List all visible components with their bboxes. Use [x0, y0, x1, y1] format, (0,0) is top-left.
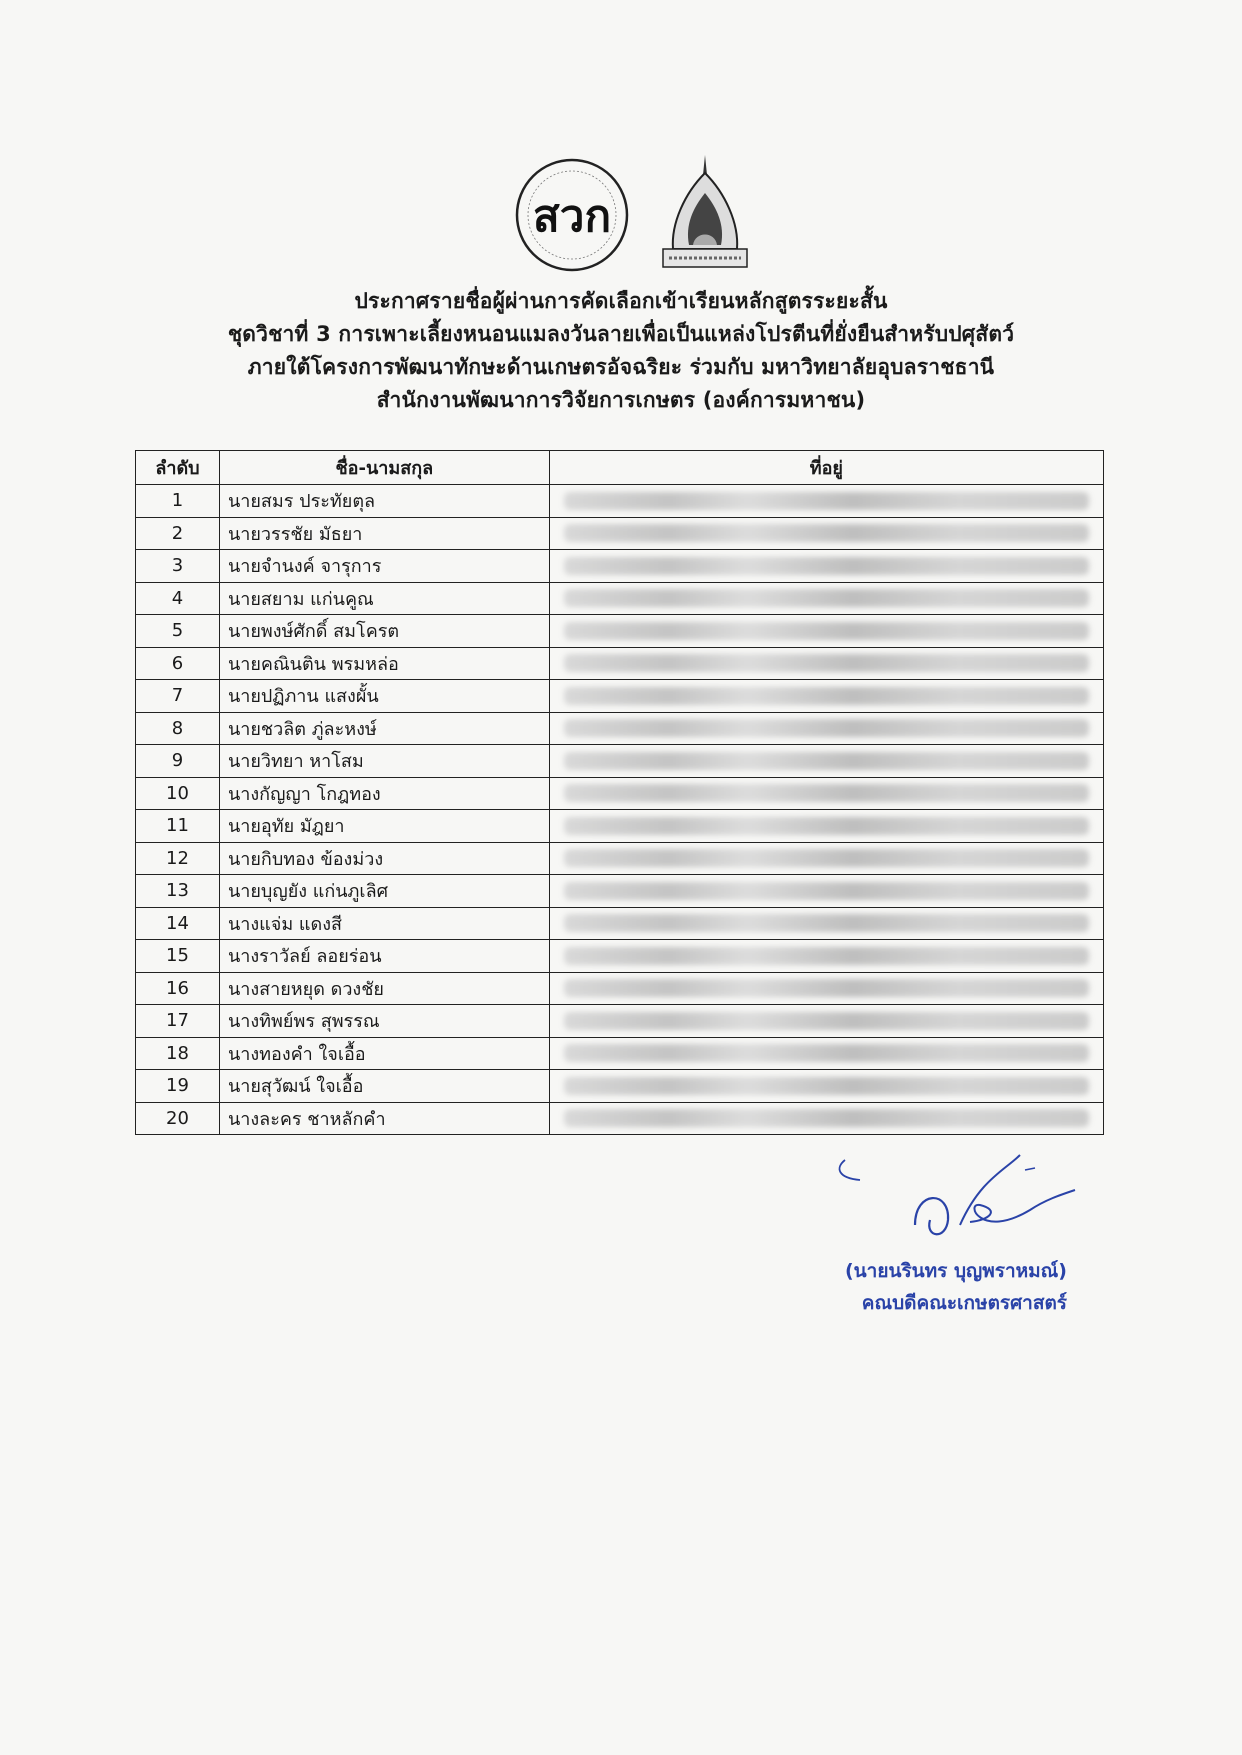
row-address-redacted [549, 550, 1103, 583]
row-number: 5 [136, 615, 220, 648]
table-row [136, 810, 1104, 843]
redaction-blur [564, 719, 1089, 737]
row-address-redacted [549, 1005, 1103, 1038]
redaction-blur [564, 882, 1089, 900]
row-number: 14 [136, 907, 220, 940]
ard-logo [512, 155, 632, 275]
redaction-blur [564, 687, 1089, 705]
redaction-blur [564, 557, 1089, 575]
table-row [136, 680, 1104, 713]
participant-table [135, 450, 1104, 1135]
signatory-position: คณบดีคณะเกษตรศาสตร์ [861, 1292, 1067, 1314]
row-number: 11 [136, 810, 220, 843]
logo-row [0, 145, 1242, 275]
redaction-blur [564, 817, 1089, 835]
row-number: 19 [136, 1070, 220, 1103]
announcement-heading [0, 285, 1242, 417]
table-row [136, 745, 1104, 778]
row-number: 3 [136, 550, 220, 583]
table-row [136, 485, 1104, 518]
row-address-redacted [549, 647, 1103, 680]
redaction-blur [564, 979, 1089, 997]
redaction-blur [564, 752, 1089, 770]
row-name: นายปฏิภาน แสงผั้น [219, 680, 549, 713]
row-address-redacted [549, 842, 1103, 875]
row-name: นางทิพย์พร สุพรรณ [219, 1005, 549, 1038]
row-address-redacted [549, 712, 1103, 745]
redaction-blur [564, 1077, 1089, 1095]
table-row [136, 1070, 1104, 1103]
heading-line-2: ชุดวิชาที่ 3 การเพาะเลี้ยงหนอนแมลงวันลายเพื่อเป็นแหล่งโปรตีนที่ยั่งยืนสำหรับปศุสัตว์ [227, 322, 1015, 346]
redaction-blur [564, 622, 1089, 640]
row-name: นายสยาม แก่นคูณ [219, 582, 549, 615]
redaction-blur [564, 1109, 1089, 1127]
row-name: นางราวัลย์ ลอยร่อน [219, 940, 549, 973]
table-row [136, 842, 1104, 875]
row-number: 7 [136, 680, 220, 713]
row-number: 17 [136, 1005, 220, 1038]
row-address-redacted [549, 582, 1103, 615]
redaction-blur [564, 492, 1089, 510]
row-address-redacted [549, 907, 1103, 940]
table-row [136, 712, 1104, 745]
heading-line-4: สำนักงานพัฒนาการวิจัยการเกษตร (องค์การมหาชน) [376, 388, 866, 412]
table-row [136, 517, 1104, 550]
row-name: นายสมร ประทัยตุล [219, 485, 549, 518]
row-number: 4 [136, 582, 220, 615]
row-name: นายสุวัฒน์ ใจเอื้อ [219, 1070, 549, 1103]
row-name: นางแจ่ม แดงสี [219, 907, 549, 940]
row-number: 9 [136, 745, 220, 778]
row-name: นางทองคำ ใจเอื้อ [219, 1037, 549, 1070]
redaction-blur [564, 589, 1089, 607]
row-address-redacted [549, 875, 1103, 908]
row-number: 15 [136, 940, 220, 973]
row-number: 12 [136, 842, 220, 875]
row-address-redacted [549, 745, 1103, 778]
table-row [136, 647, 1104, 680]
row-name: นางสายหยุด ดวงชัย [219, 972, 549, 1005]
row-address-redacted [549, 1102, 1103, 1135]
signature-scribble [830, 1150, 1090, 1250]
row-number: 1 [136, 485, 220, 518]
redaction-blur [564, 784, 1089, 802]
row-address-redacted [549, 810, 1103, 843]
signatory-block [845, 1255, 1067, 1319]
ard-logo-text: สวก [532, 191, 612, 242]
row-name: นางกัญญา โกฎทอง [219, 777, 549, 810]
table-row [136, 875, 1104, 908]
table-header-row [136, 451, 1104, 485]
table-row [136, 1102, 1104, 1135]
row-address-redacted [549, 1070, 1103, 1103]
redaction-blur [564, 524, 1089, 542]
header-name: ชื่อ-นามสกุล [219, 451, 549, 485]
row-address-redacted [549, 615, 1103, 648]
row-number: 6 [136, 647, 220, 680]
heading-line-3: ภายใต้โครงการพัฒนาทักษะด้านเกษตรอัจฉริยะ ร่วมกับ มหาวิทยาลัยอุบลราชธานี [247, 355, 995, 379]
signatory-name: (นายนรินทร บุญพราหมณ์) [844, 1260, 1067, 1282]
redaction-blur [564, 654, 1089, 672]
row-name: นายวิทยา หาโสม [219, 745, 549, 778]
row-name: นายพงษ์ศักดิ์ สมโครต [219, 615, 549, 648]
row-number: 8 [136, 712, 220, 745]
row-name: นายจำนงค์ จารุการ [219, 550, 549, 583]
row-address-redacted [549, 972, 1103, 1005]
row-address-redacted [549, 680, 1103, 713]
row-number: 10 [136, 777, 220, 810]
row-address-redacted [549, 1037, 1103, 1070]
redaction-blur [564, 914, 1089, 932]
row-number: 2 [136, 517, 220, 550]
redaction-blur [564, 947, 1089, 965]
redaction-blur [564, 1044, 1089, 1062]
row-address-redacted [549, 777, 1103, 810]
row-name: นายวรรชัย มัธยา [219, 517, 549, 550]
table-row [136, 940, 1104, 973]
redaction-blur [564, 1012, 1089, 1030]
row-name: นายชวลิต ภู่ละหงษ์ [219, 712, 549, 745]
header-address: ที่อยู่ [549, 451, 1103, 485]
row-name: นายกิบทอง ข้องม่วง [219, 842, 549, 875]
ubu-logo [655, 153, 755, 275]
row-address-redacted [549, 940, 1103, 973]
row-number: 18 [136, 1037, 220, 1070]
header-no: ลำดับ [136, 451, 220, 485]
row-name: นายอุทัย มัฎยา [219, 810, 549, 843]
row-name: นางละคร ชาหลักคำ [219, 1102, 549, 1135]
table-row [136, 907, 1104, 940]
row-address-redacted [549, 517, 1103, 550]
table-row [136, 550, 1104, 583]
row-number: 13 [136, 875, 220, 908]
table-row [136, 777, 1104, 810]
redaction-blur [564, 849, 1089, 867]
row-name: นายคณินติน พรมหล่อ [219, 647, 549, 680]
table-row [136, 615, 1104, 648]
row-number: 16 [136, 972, 220, 1005]
heading-line-1: ประกาศรายชื่อผู้ผ่านการคัดเลือกเข้าเรียนหลักสูตรระยะสั้น [354, 289, 888, 313]
table-row [136, 1037, 1104, 1070]
row-address-redacted [549, 485, 1103, 518]
table-row [136, 1005, 1104, 1038]
table-row [136, 582, 1104, 615]
row-number: 20 [136, 1102, 220, 1135]
row-name: นายบุญยัง แก่นภูเลิศ [219, 875, 549, 908]
table-row [136, 972, 1104, 1005]
